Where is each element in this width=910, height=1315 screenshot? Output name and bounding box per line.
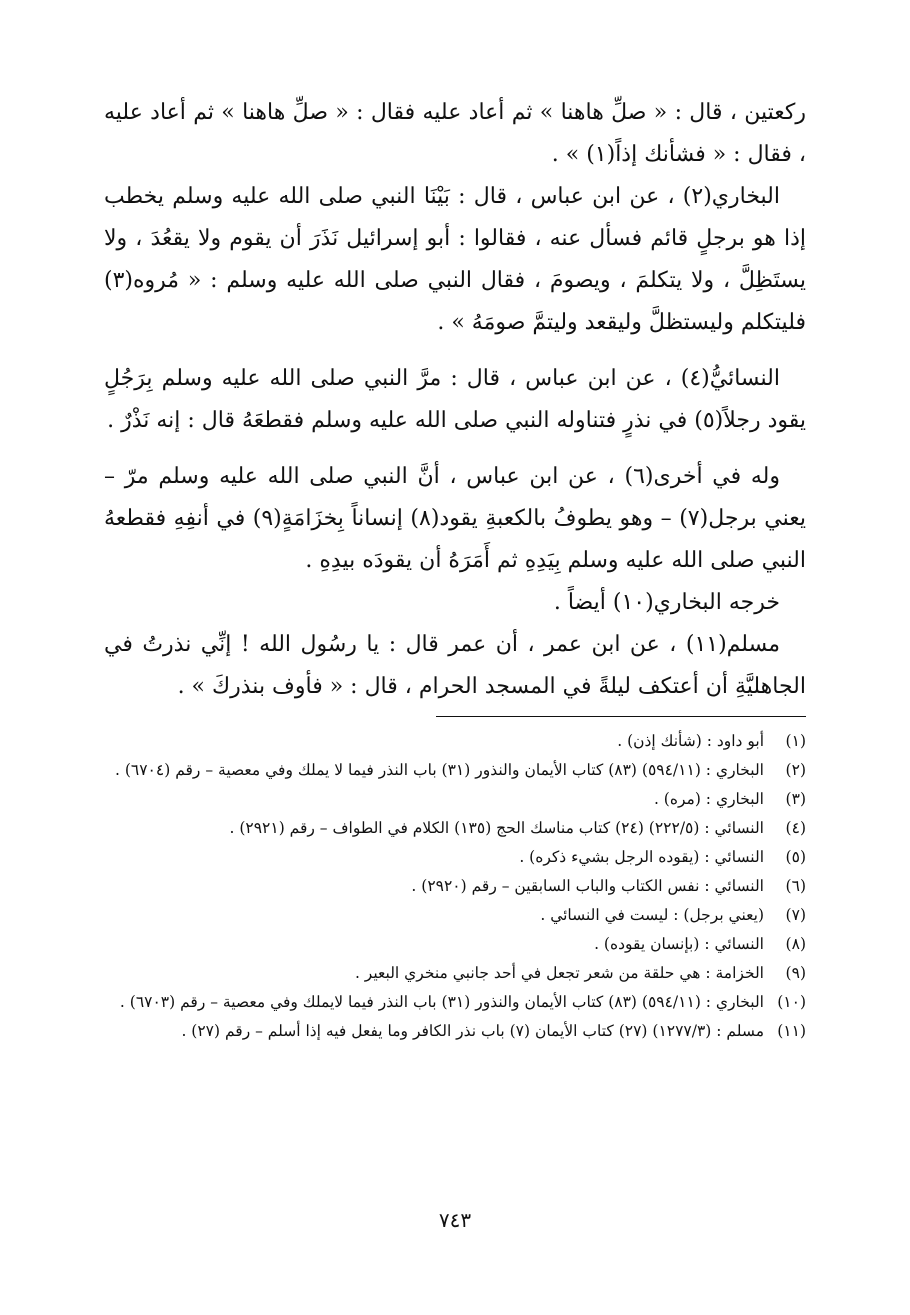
paragraph-3: النسائيُّ(٤) ، عن ابن عباس ، قال : مرَّ النبي صلى الله عليه وسلم بِرَجُلٍ يقود رجلاً(٥) في نذرٍ فتناوله النبي صلى الله عليه وسلم فقطعَهُ قال : إنه نَذْرٌ . [104, 366, 806, 433]
footnote-text: البخاري : (٥٩٤/١١) (٨٣) كتاب الأيمان والنذور (٣١) باب النذر فيما لا يملك وفي معصية – رقم (٦٧٠٤) . [115, 761, 764, 779]
footnote-number: (٢) [785, 761, 806, 779]
footnote [104, 874, 806, 898]
footnote [104, 816, 806, 840]
main-text [104, 92, 806, 708]
footnote [104, 787, 806, 811]
footnote-number: (١١) [777, 1022, 806, 1040]
footnote-text: البخاري : (٥٩٤/١١) (٨٣) كتاب الأيمان والنذور (٣١) باب النذر فيما لايملك وفي معصية – رقم (٦٧٠٣) . [119, 993, 764, 1011]
footnote-text: النسائي : (٢٢٢/٥) (٢٤) كتاب مناسك الحج (١٣٥) الكلام في الطواف – رقم (٢٩٢١) . [229, 819, 764, 837]
footnote-number: (٣) [785, 790, 806, 808]
footnote-number: (١) [785, 732, 806, 750]
page-number: ٧٤٣ [438, 1208, 472, 1232]
footnotes [104, 729, 806, 1043]
footnote [104, 729, 806, 753]
footnote [104, 961, 806, 985]
paragraph-1: ركعتين ، قال : « صلِّ هاهنا » ثم أعاد عليه فقال : « صلِّ هاهنا » ثم أعاد عليه ، فقال : « فشأنك إذاً(١) » . [104, 100, 806, 167]
footnote-text: (يعني برجل) : ليست في النسائي . [540, 906, 764, 924]
footnote-number: (٤) [785, 819, 806, 837]
paragraph-6: مسلم(١١) ، عن ابن عمر ، أن عمر قال : يا رسُول الله ! إنِّي نذرتُ في الجاهليَّةِ أن أعتكف ليلةً في المسجد الحرام ، قال : « فأوف بنذركَ » . [104, 632, 806, 699]
footnote [104, 990, 806, 1014]
paragraph-4: وله في أخرى(٦) ، عن ابن عباس ، أنَّ النبي صلى الله عليه وسلم مرّ – يعني برجل(٧) – وهو يطوفُ بالكعبةِ يقود(٨) إنساناً بِخزَامَةٍ(٩) في أنفِهِ فقطعهُ النبي صلى الله عليه وسلم بِيَدِهِ ثم أَمَرَهُ أن يقودَه بيدِهِ . [104, 464, 806, 573]
footnote-number: (٨) [785, 935, 806, 953]
footnote-text: الخزامة : هي حلقة من شعر تجعل في أحد جانبي منخري البعير . [354, 964, 764, 982]
footnote-text: النسائي : نفس الكتاب والباب السابقين – رقم (٢٩٢٠) . [411, 877, 764, 895]
footnote [104, 758, 806, 782]
footnote [104, 1019, 806, 1043]
footnote-number: (٧) [785, 906, 806, 924]
footnote-separator [436, 716, 806, 717]
footnote [104, 903, 806, 927]
footnote-text: مسلم : (١٢٧٧/٣) (٢٧) كتاب الأيمان (٧) باب نذر الكافر وما يفعل فيه إذا أسلم – رقم (٢٧) . [181, 1022, 764, 1040]
footnote-text: أبو داود : (شأنك إذن) . [617, 732, 764, 750]
footnote [104, 845, 806, 869]
footnote-text: النسائي : (بإنسان يقوده) . [594, 935, 764, 953]
footnote-number: (٦) [785, 877, 806, 895]
footnote-number: (٩) [785, 964, 806, 982]
footnote-number: (١٠) [777, 993, 806, 1011]
paragraph-2: البخاري(٢) ، عن ابن عباس ، قال : بَيْنَا النبي صلى الله عليه وسلم يخطب إذا هو برجلٍ قائم فسأل عنه ، فقالوا : أبو إسرائيل نَذَرَ أن يقوم ولا يقعُدَ ، ولا يستَظِلَّ ، ولا يتكلمَ ، ويصومَ ، فقال النبي صلى الله عليه وسلم : « مُروه(٣) فليتكلم وليستظلَّ وليقعد وليتمَّ صومَهُ » . [104, 184, 806, 335]
footnote-text: النسائي : (يقوده الرجل بشيء ذكره) . [519, 848, 764, 866]
paragraph-5: خرجه البخاري(١٠) أيضاً . [553, 590, 780, 615]
footnote-number: (٥) [785, 848, 806, 866]
footnote [104, 932, 806, 956]
footnote-text: البخاري : (مره) . [653, 790, 764, 808]
